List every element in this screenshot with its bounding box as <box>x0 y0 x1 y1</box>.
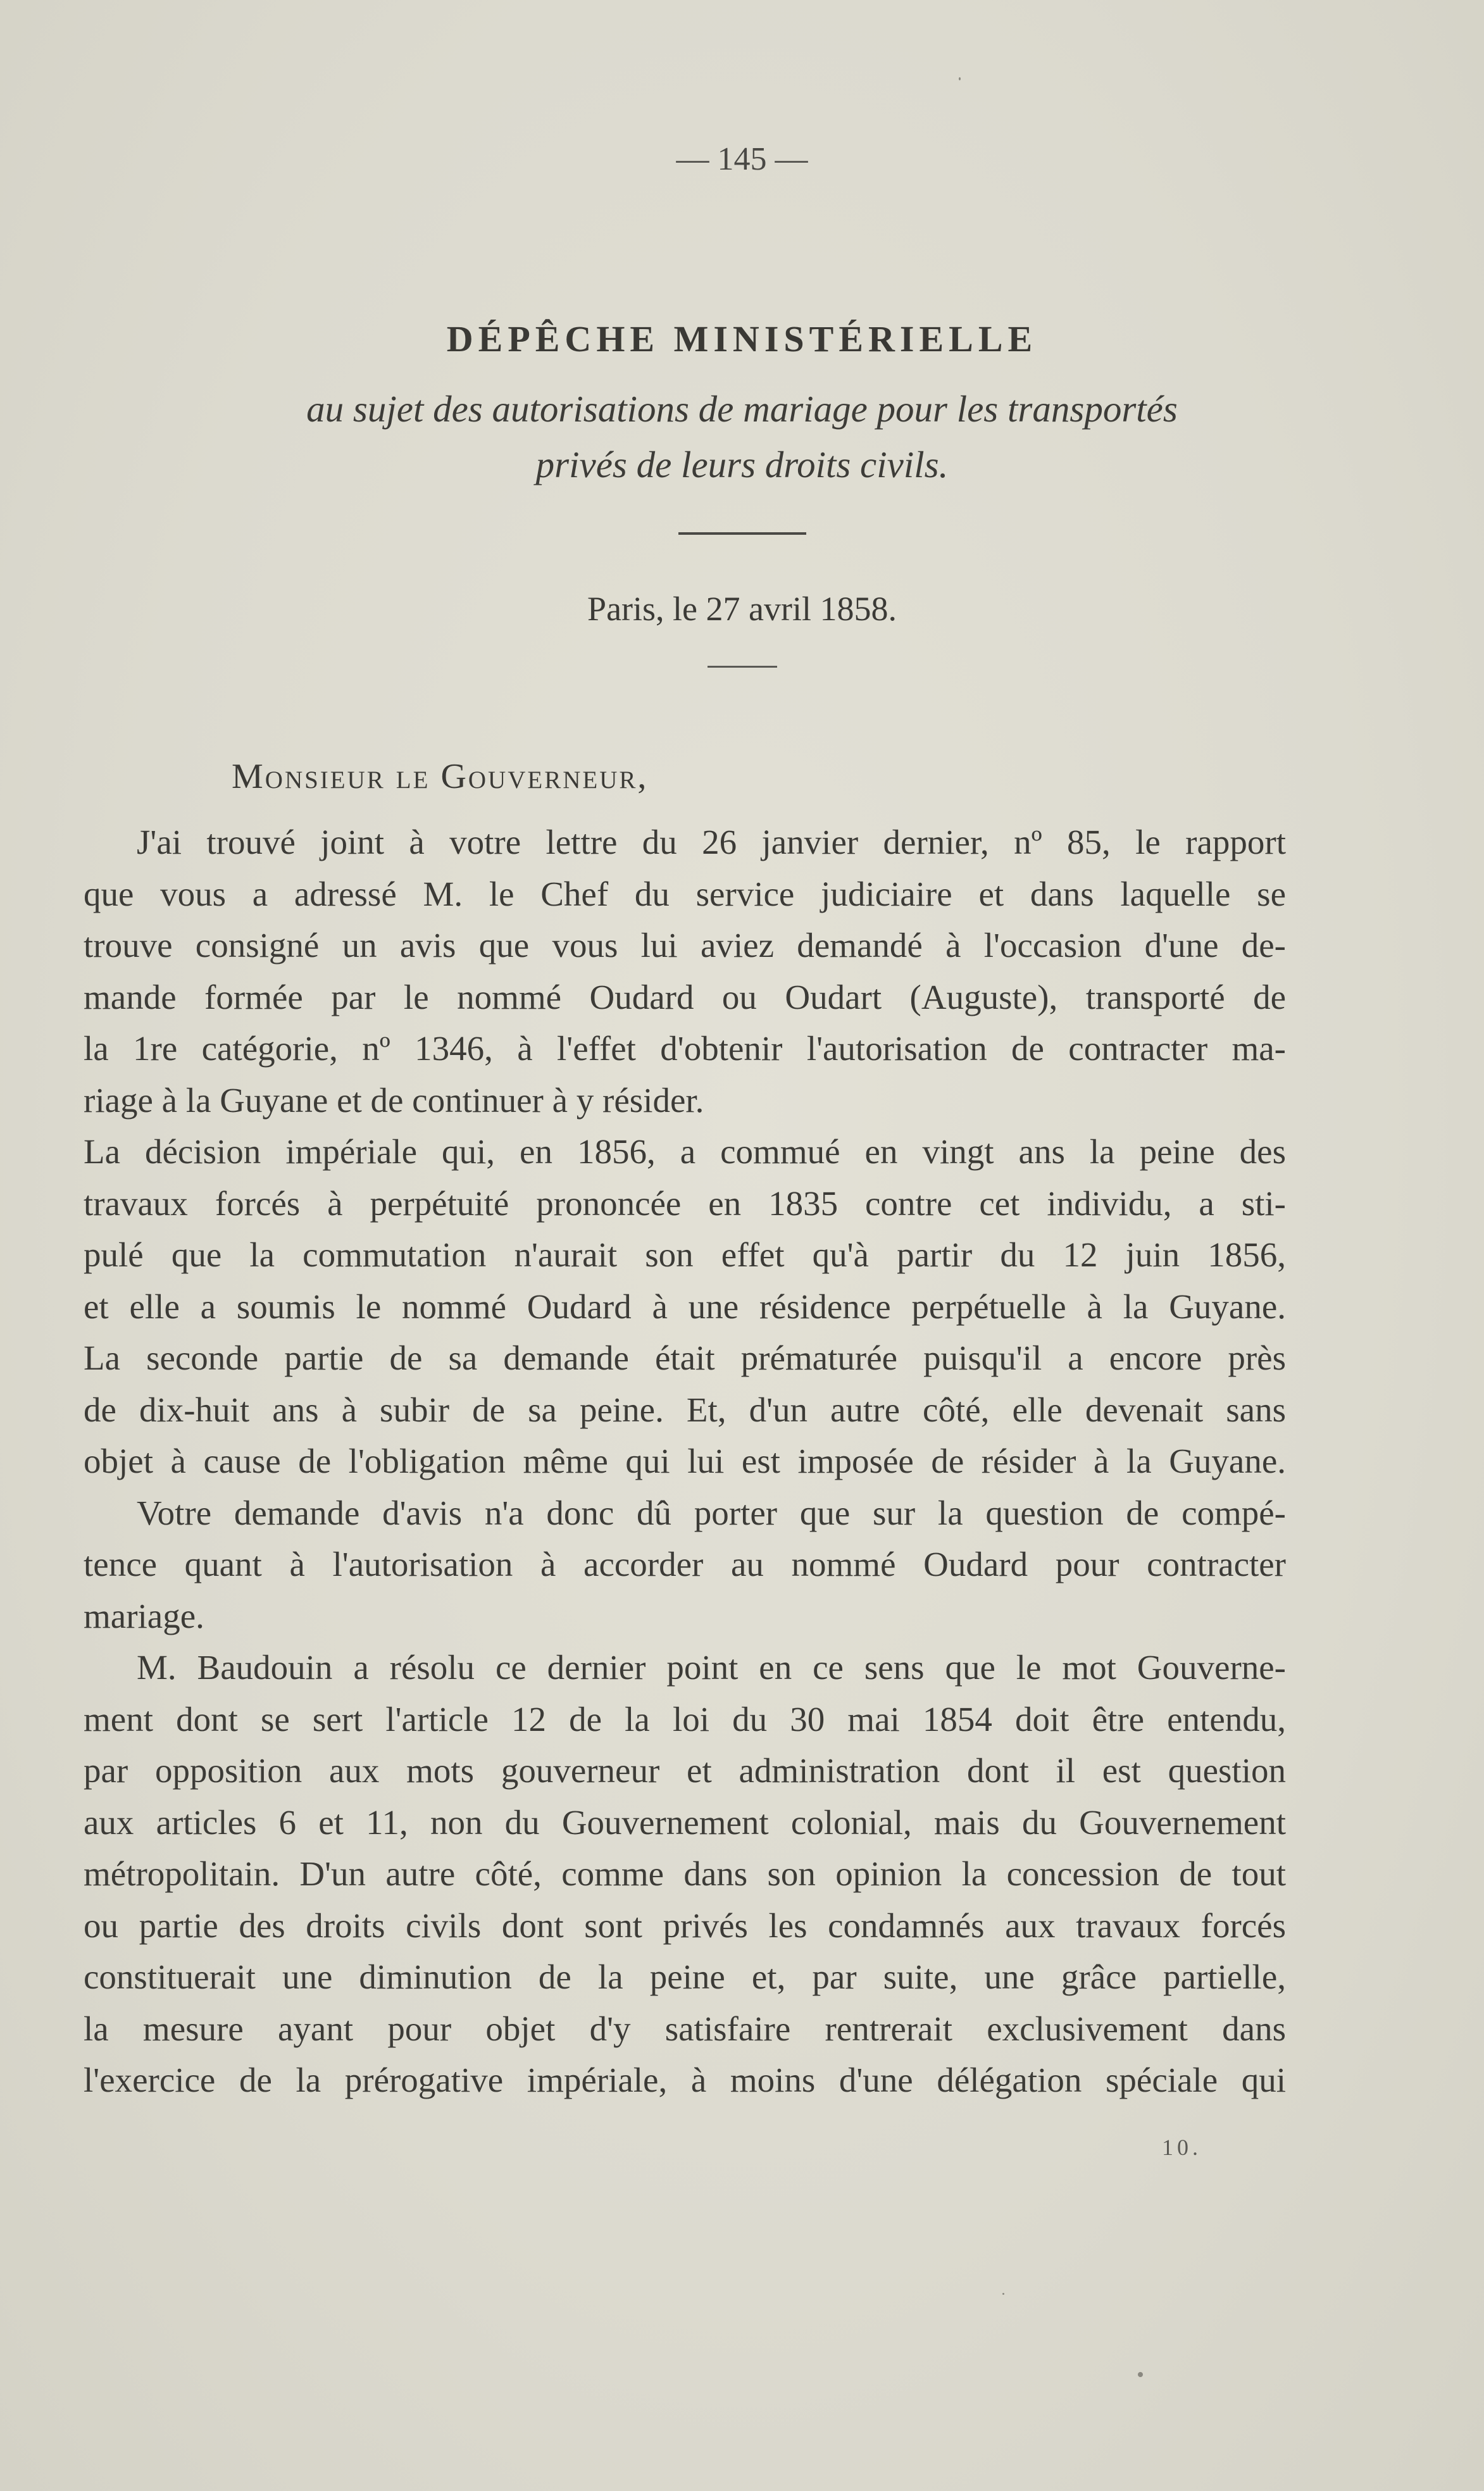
paper-speck <box>1002 2293 1004 2295</box>
body-line: riage à la Guyane et de continuer à y résider. <box>84 1080 704 1120</box>
body-line: de dix-huit ans à subir de sa peine. Et, d'un autre côté, elle devenait sans <box>84 1390 1286 1429</box>
body-line: la mesure ayant pour objet d'y satisfaire rentrerait exclusivement dans <box>84 2009 1286 2048</box>
body-line: l'exercice de la prérogative impériale, à moins d'une délégation spéciale qui <box>84 2061 1286 2099</box>
body-line: trouve consigné un avis que vous lui aviez demandé à l'occasion d'une de- <box>84 926 1286 965</box>
body-line: la 1re catégorie, nº 1346, à l'effet d'obtenir l'autorisation de contracter ma- <box>84 1029 1286 1068</box>
body-line: ment dont se sert l'article 12 de la loi du 30 mai 1854 doit être entendu, <box>84 1699 1286 1739</box>
body-line: La décision impériale qui, en 1856, a commué en vingt ans la peine des <box>84 1132 1286 1171</box>
paper-speck <box>959 77 961 80</box>
dateline: Paris, le 27 avril 1858. <box>587 590 897 628</box>
body-line: métropolitain. D'un autre côté, comme dans son opinion la concession de tout <box>84 1854 1286 1893</box>
body-line: mariage. <box>84 1596 204 1635</box>
body-line: pulé que la commutation n'aurait son effet qu'à partir du 12 juin 1856, <box>84 1235 1286 1274</box>
body-line: par opposition aux mots gouverneur et administration dont il est question <box>84 1751 1286 1790</box>
dateline-divider <box>708 666 777 668</box>
letter-body <box>84 816 1286 2106</box>
body-line: ou partie des droits civils dont sont privés les condamnés aux travaux forcés <box>84 1906 1286 1945</box>
document-title: DÉPÊCHE MINISTÉRIELLE <box>446 318 1038 359</box>
body-line: La seconde partie de sa demande était prématurée puisqu'il a encore près <box>84 1339 1286 1377</box>
signature-mark: 10. <box>1162 2135 1202 2160</box>
body-line: que vous a adressé M. le Chef du service judiciaire et dans laquelle se <box>84 874 1286 913</box>
paper-speck <box>1138 2372 1143 2377</box>
body-line: tence quant à l'autorisation à accorder au nommé Oudard pour contracter <box>84 1545 1286 1583</box>
body-line: aux articles 6 et 11, non du Gouvernement colonial, mais du Gouvernement <box>84 1802 1286 1842</box>
body-line: J'ai trouvé joint à votre lettre du 26 janvier dernier, nº 85, le rapport <box>137 823 1286 861</box>
body-line: constituerait une diminution de la peine et, par suite, une grâce partielle, <box>84 1957 1286 1996</box>
page-number: — 145 — <box>676 141 808 177</box>
body-line: Votre demande d'avis n'a donc dû porter que sur la question de compé- <box>137 1493 1286 1532</box>
body-line: et elle a soumis le nommé Oudard à une résidence perpétuelle à la Guyane. <box>84 1287 1286 1326</box>
body-line: M. Baudouin a résolu ce dernier point en ce sens que le mot Gouverne- <box>137 1648 1286 1687</box>
document-subtitle-line-1: au sujet des autorisations de mariage pour les transportés <box>306 388 1178 430</box>
body-line: mande formée par le nommé Oudard ou Oudart (Auguste), transporté de <box>84 977 1286 1016</box>
body-line: travaux forcés à perpétuité prononcée en 1835 contre cet individu, a sti- <box>84 1183 1286 1223</box>
body-line: objet à cause de l'obligation même qui lui est imposée de résider à la Guyane. <box>84 1442 1286 1480</box>
salutation: Monsieur le Gouverneur, <box>232 757 649 796</box>
title-divider <box>678 532 806 535</box>
document-subtitle-line-2: privés de leurs droits civils. <box>535 444 949 485</box>
